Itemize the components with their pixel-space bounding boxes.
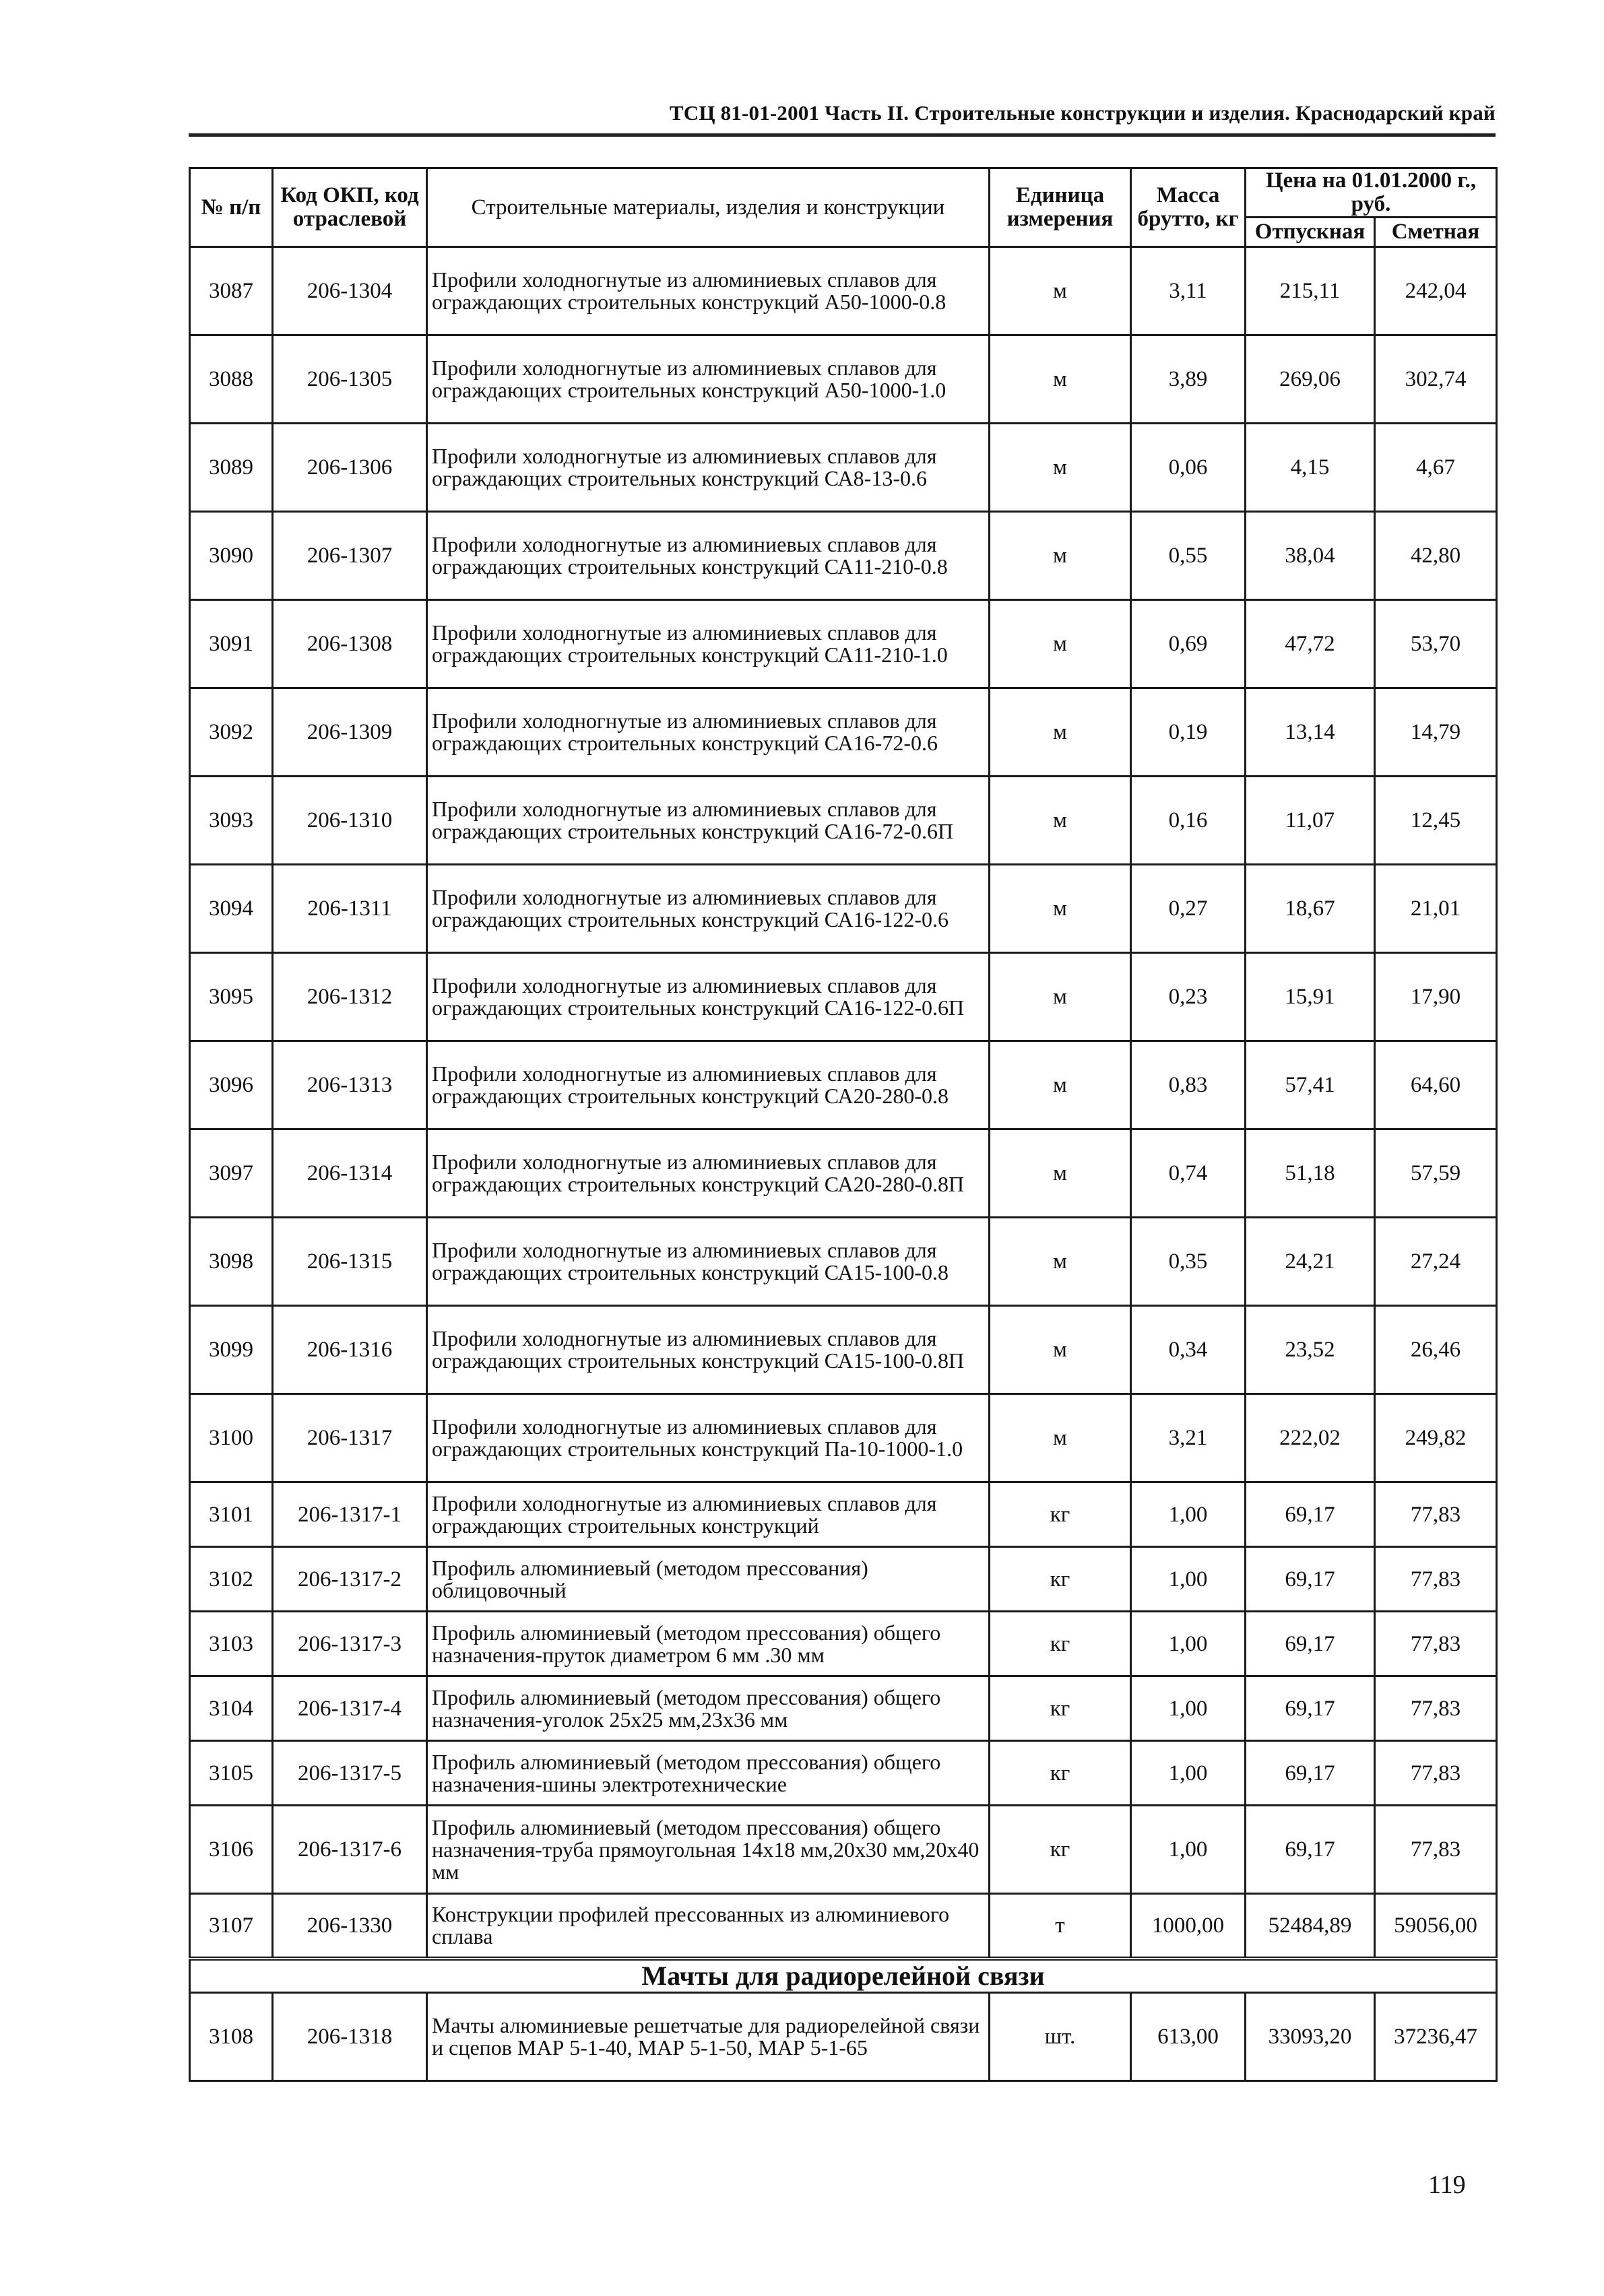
cell-num: 3091 <box>190 600 273 688</box>
cell-unit: м <box>990 1041 1131 1129</box>
cell-code: 206-1317-5 <box>273 1741 427 1806</box>
cell-name: Профили холодногнутые из алюминиевых сплавов для ограждающих строительных конструкций Па-10-1000-1.0 <box>427 1394 990 1482</box>
cell-unit: кг <box>990 1741 1131 1806</box>
cell-mass: 1000,00 <box>1131 1894 1246 1959</box>
cell-num: 3101 <box>190 1482 273 1547</box>
cell-unit: м <box>990 247 1131 335</box>
cell-price-release: 69,17 <box>1246 1806 1375 1894</box>
cell-name: Профили холодногнутые из алюминиевых сплавов для ограждающих строительных конструкций СА16-72-0.6 <box>427 688 990 777</box>
cell-num: 3107 <box>190 1894 273 1959</box>
cell-price-release: 23,52 <box>1246 1306 1375 1394</box>
cell-mass: 0,83 <box>1131 1041 1246 1129</box>
cell-num: 3097 <box>190 1129 273 1218</box>
table-row <box>190 247 1497 335</box>
cell-price-release: 18,67 <box>1246 865 1375 953</box>
cell-code: 206-1310 <box>273 777 427 865</box>
cell-price-release: 269,06 <box>1246 335 1375 424</box>
cell-name: Конструкции профилей прессованных из алюминиевого сплава <box>427 1894 990 1959</box>
cell-price-estimate: 64,60 <box>1375 1041 1497 1129</box>
cell-price-release: 69,17 <box>1246 1741 1375 1806</box>
cell-unit: м <box>990 512 1131 600</box>
cell-mass: 613,00 <box>1131 1992 1246 2080</box>
cell-mass: 0,34 <box>1131 1306 1246 1394</box>
cell-unit: кг <box>990 1612 1131 1676</box>
cell-code: 206-1308 <box>273 600 427 688</box>
cell-code: 206-1307 <box>273 512 427 600</box>
cell-price-release: 11,07 <box>1246 777 1375 865</box>
cell-name: Профили холодногнутые из алюминиевых сплавов для ограждающих строительных конструкций СА11-210-0.8 <box>427 512 990 600</box>
cell-price-estimate: 249,82 <box>1375 1394 1497 1482</box>
cell-price-estimate: 77,83 <box>1375 1806 1497 1894</box>
cell-name: Профили холодногнутые из алюминиевых сплавов для ограждающих строительных конструкций СА20-280-0.8 <box>427 1041 990 1129</box>
cell-price-release: 69,17 <box>1246 1547 1375 1612</box>
col-header-price-group: Цена на 01.01.2000 г., руб. <box>1246 168 1497 218</box>
cell-unit: кг <box>990 1806 1131 1894</box>
cell-unit: кг <box>990 1482 1131 1547</box>
cell-unit: м <box>990 1394 1131 1482</box>
cell-price-release: 69,17 <box>1246 1676 1375 1741</box>
section-title: Мачты для радиорелейной связи <box>190 1959 1497 1993</box>
table-row <box>190 1306 1497 1394</box>
cell-name: Профили холодногнутые из алюминиевых сплавов для ограждающих строительных конструкций СА8-13-0.6 <box>427 424 990 512</box>
section-row <box>190 1959 1497 1993</box>
cell-num: 3103 <box>190 1612 273 1676</box>
cell-price-estimate: 57,59 <box>1375 1129 1497 1218</box>
cell-mass: 3,21 <box>1131 1394 1246 1482</box>
cell-price-estimate: 27,24 <box>1375 1218 1497 1306</box>
cell-mass: 1,00 <box>1131 1676 1246 1741</box>
cell-mass: 0,23 <box>1131 953 1246 1041</box>
cell-name: Мачты алюминиевые решетчатые для радиорелейной связи и сцепов МАР 5-1-40, МАР 5-1-50, МАР 5-1-65 <box>427 1992 990 2080</box>
cell-price-estimate: 21,01 <box>1375 865 1497 953</box>
cell-num: 3099 <box>190 1306 273 1394</box>
cell-num: 3095 <box>190 953 273 1041</box>
cell-name: Профиль алюминиевый (методом прессования) общего назначения-шины электротехнические <box>427 1741 990 1806</box>
cell-code: 206-1317-6 <box>273 1806 427 1894</box>
table-row <box>190 1741 1497 1806</box>
cell-price-estimate: 242,04 <box>1375 247 1497 335</box>
cell-price-release: 38,04 <box>1246 512 1375 600</box>
cell-num: 3105 <box>190 1741 273 1806</box>
cell-price-estimate: 77,83 <box>1375 1676 1497 1741</box>
cell-price-release: 57,41 <box>1246 1041 1375 1129</box>
cell-code: 206-1314 <box>273 1129 427 1218</box>
col-header-name: Строительные материалы, изделия и конструкции <box>427 168 990 247</box>
cell-num: 3106 <box>190 1806 273 1894</box>
cell-code: 206-1313 <box>273 1041 427 1129</box>
cell-price-release: 4,15 <box>1246 424 1375 512</box>
cell-num: 3088 <box>190 335 273 424</box>
table-row <box>190 1992 1497 2080</box>
cell-price-estimate: 59056,00 <box>1375 1894 1497 1959</box>
cell-price-release: 69,17 <box>1246 1482 1375 1547</box>
cell-name: Профили холодногнутые из алюминиевых сплавов для ограждающих строительных конструкций СА11-210-1.0 <box>427 600 990 688</box>
table-row <box>190 1394 1497 1482</box>
cell-name: Профили холодногнутые из алюминиевых сплавов для ограждающих строительных конструкций А50-1000-1.0 <box>427 335 990 424</box>
table-row <box>190 1482 1497 1547</box>
cell-code: 206-1311 <box>273 865 427 953</box>
cell-mass: 0,19 <box>1131 688 1246 777</box>
cell-name: Профили холодногнутые из алюминиевых сплавов для ограждающих строительных конструкций СА16-122-0.6П <box>427 953 990 1041</box>
table-body <box>190 247 1497 2081</box>
cell-name: Профили холодногнутые из алюминиевых сплавов для ограждающих строительных конструкций СА16-122-0.6 <box>427 865 990 953</box>
table-row <box>190 777 1497 865</box>
cell-price-estimate: 53,70 <box>1375 600 1497 688</box>
col-header-unit: Единица измерения <box>990 168 1131 247</box>
cell-unit: м <box>990 335 1131 424</box>
cell-unit: м <box>990 953 1131 1041</box>
cell-name: Профили холодногнутые из алюминиевых сплавов для ограждающих строительных конструкций СА15-100-0.8П <box>427 1306 990 1394</box>
table-row <box>190 1129 1497 1218</box>
col-header-mass: Масса брутто, кг <box>1131 168 1246 247</box>
cell-price-estimate: 77,83 <box>1375 1482 1497 1547</box>
cell-num: 3098 <box>190 1218 273 1306</box>
cell-code: 206-1312 <box>273 953 427 1041</box>
table-row <box>190 600 1497 688</box>
cell-price-estimate: 77,83 <box>1375 1741 1497 1806</box>
cell-name: Профили холодногнутые из алюминиевых сплавов для ограждающих строительных конструкций СА16-72-0.6П <box>427 777 990 865</box>
cell-code: 206-1305 <box>273 335 427 424</box>
cell-unit: м <box>990 777 1131 865</box>
cell-mass: 0,27 <box>1131 865 1246 953</box>
cell-name: Профили холодногнутые из алюминиевых сплавов для ограждающих строительных конструкций А50-1000-0.8 <box>427 247 990 335</box>
cell-price-release: 13,14 <box>1246 688 1375 777</box>
col-header-num: № п/п <box>190 168 273 247</box>
cell-unit: т <box>990 1894 1131 1959</box>
cell-price-release: 24,21 <box>1246 1218 1375 1306</box>
cell-mass: 0,06 <box>1131 424 1246 512</box>
cell-unit: м <box>990 424 1131 512</box>
cell-unit: м <box>990 600 1131 688</box>
cell-num: 3087 <box>190 247 273 335</box>
cell-mass: 0,69 <box>1131 600 1246 688</box>
cell-unit: м <box>990 865 1131 953</box>
cell-price-estimate: 77,83 <box>1375 1612 1497 1676</box>
cell-unit: м <box>990 1129 1131 1218</box>
cell-code: 206-1304 <box>273 247 427 335</box>
cell-num: 3096 <box>190 1041 273 1129</box>
cell-code: 206-1315 <box>273 1218 427 1306</box>
cell-num: 3092 <box>190 688 273 777</box>
cell-price-release: 15,91 <box>1246 953 1375 1041</box>
page-number: 119 <box>1428 2171 1466 2199</box>
cell-code: 206-1317-3 <box>273 1612 427 1676</box>
cell-price-estimate: 14,79 <box>1375 688 1497 777</box>
price-table-container <box>189 167 1496 2082</box>
price-table <box>189 167 1498 2082</box>
header-rule <box>189 133 1496 137</box>
cell-code: 206-1317-1 <box>273 1482 427 1547</box>
page-header: ТСЦ 81-01-2001 Часть II. Строительные конструкции и изделия. Краснодарский край <box>669 101 1496 125</box>
cell-mass: 0,16 <box>1131 777 1246 865</box>
cell-price-estimate: 42,80 <box>1375 512 1497 600</box>
table-row <box>190 865 1497 953</box>
table-row <box>190 512 1497 600</box>
cell-code: 206-1330 <box>273 1894 427 1959</box>
cell-name: Профиль алюминиевый (методом прессования) общего назначения-труба прямоугольная 14х18 мм,20х30 мм,20х40 мм <box>427 1806 990 1894</box>
cell-name: Профиль алюминиевый (методом прессования) общего назначения-пруток диаметром 6 мм .30 мм <box>427 1612 990 1676</box>
cell-mass: 0,74 <box>1131 1129 1246 1218</box>
cell-price-estimate: 12,45 <box>1375 777 1497 865</box>
cell-price-release: 222,02 <box>1246 1394 1375 1482</box>
cell-code: 206-1306 <box>273 424 427 512</box>
table-row <box>190 424 1497 512</box>
cell-price-estimate: 37236,47 <box>1375 1992 1497 2080</box>
cell-price-release: 215,11 <box>1246 247 1375 335</box>
cell-code: 206-1317 <box>273 1394 427 1482</box>
table-row <box>190 1547 1497 1612</box>
cell-unit: кг <box>990 1547 1131 1612</box>
cell-price-estimate: 302,74 <box>1375 335 1497 424</box>
table-row <box>190 335 1497 424</box>
cell-price-release: 47,72 <box>1246 600 1375 688</box>
cell-num: 3094 <box>190 865 273 953</box>
cell-price-release: 51,18 <box>1246 1129 1375 1218</box>
col-header-price-estimate: Сметная <box>1375 218 1497 247</box>
cell-name: Профиль алюминиевый (методом прессования) облицовочный <box>427 1547 990 1612</box>
cell-mass: 1,00 <box>1131 1547 1246 1612</box>
cell-num: 3093 <box>190 777 273 865</box>
cell-name: Профили холодногнутые из алюминиевых сплавов для ограждающих строительных конструкций <box>427 1482 990 1547</box>
col-header-code: Код ОКП, код отраслевой <box>273 168 427 247</box>
cell-price-estimate: 4,67 <box>1375 424 1497 512</box>
cell-unit: м <box>990 688 1131 777</box>
col-header-price-release: Отпускная <box>1246 218 1375 247</box>
cell-price-estimate: 77,83 <box>1375 1547 1497 1612</box>
cell-name: Профили холодногнутые из алюминиевых сплавов для ограждающих строительных конструкций СА15-100-0.8 <box>427 1218 990 1306</box>
cell-mass: 0,55 <box>1131 512 1246 600</box>
cell-unit: кг <box>990 1676 1131 1741</box>
table-row <box>190 1676 1497 1741</box>
table-row <box>190 1218 1497 1306</box>
cell-mass: 1,00 <box>1131 1612 1246 1676</box>
cell-mass: 1,00 <box>1131 1741 1246 1806</box>
table-row <box>190 953 1497 1041</box>
cell-code: 206-1317-2 <box>273 1547 427 1612</box>
cell-mass: 3,11 <box>1131 247 1246 335</box>
table-row <box>190 1612 1497 1676</box>
cell-mass: 3,89 <box>1131 335 1246 424</box>
table-row <box>190 1894 1497 1959</box>
cell-name: Профили холодногнутые из алюминиевых сплавов для ограждающих строительных конструкций СА20-280-0.8П <box>427 1129 990 1218</box>
cell-name: Профиль алюминиевый (методом прессования) общего назначения-уголок 25х25 мм,23х36 мм <box>427 1676 990 1741</box>
cell-code: 206-1317-4 <box>273 1676 427 1741</box>
cell-mass: 1,00 <box>1131 1482 1246 1547</box>
cell-num: 3089 <box>190 424 273 512</box>
cell-code: 206-1309 <box>273 688 427 777</box>
table-row <box>190 1041 1497 1129</box>
cell-price-release: 69,17 <box>1246 1612 1375 1676</box>
cell-price-estimate: 17,90 <box>1375 953 1497 1041</box>
cell-code: 206-1318 <box>273 1992 427 2080</box>
cell-mass: 1,00 <box>1131 1806 1246 1894</box>
cell-num: 3100 <box>190 1394 273 1482</box>
cell-price-estimate: 26,46 <box>1375 1306 1497 1394</box>
cell-unit: шт. <box>990 1992 1131 2080</box>
table-row <box>190 1806 1497 1894</box>
cell-mass: 0,35 <box>1131 1218 1246 1306</box>
cell-unit: м <box>990 1218 1131 1306</box>
cell-num: 3102 <box>190 1547 273 1612</box>
cell-code: 206-1316 <box>273 1306 427 1394</box>
cell-num: 3104 <box>190 1676 273 1741</box>
table-row <box>190 688 1497 777</box>
cell-price-release: 33093,20 <box>1246 1992 1375 2080</box>
cell-num: 3090 <box>190 512 273 600</box>
cell-num: 3108 <box>190 1992 273 2080</box>
cell-price-release: 52484,89 <box>1246 1894 1375 1959</box>
cell-unit: м <box>990 1306 1131 1394</box>
